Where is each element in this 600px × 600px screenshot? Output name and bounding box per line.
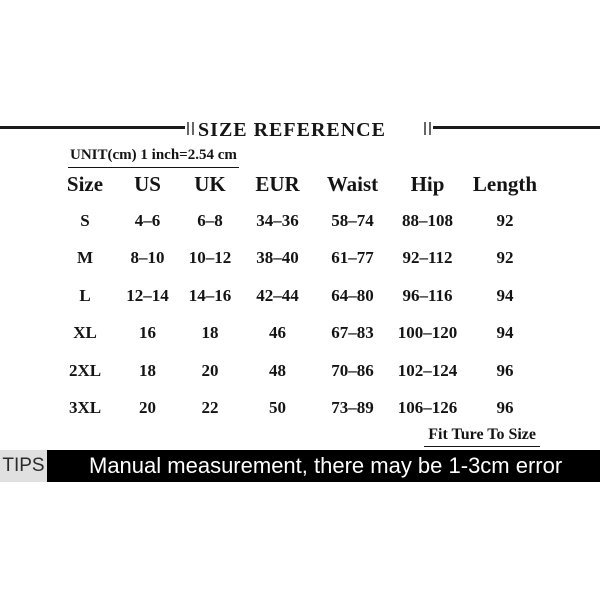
size-label: S <box>80 210 90 230</box>
size-label: 2XL <box>68 360 102 380</box>
right-rule-line <box>433 126 600 129</box>
table-cell: 102–124 <box>397 360 458 380</box>
table-cell: 10–12 <box>188 248 232 268</box>
table-cell: 46 <box>269 323 286 343</box>
column-header-uk: UK <box>194 171 226 196</box>
tips-banner <box>0 450 600 482</box>
column-header-us: US <box>134 171 161 196</box>
size-label: M <box>76 248 94 268</box>
size-label: 3XL <box>68 398 102 418</box>
table-cell: 48 <box>269 360 286 380</box>
table-cell: 8–10 <box>130 248 165 268</box>
table-cell: 16 <box>139 323 156 343</box>
table-cell: 14–16 <box>188 285 232 305</box>
column-header-eur: EUR <box>255 171 300 196</box>
table-cell: 61–77 <box>331 248 374 268</box>
left-rule-line <box>0 126 185 129</box>
table-cell: 64–80 <box>331 285 374 305</box>
table-cell: 42–44 <box>256 285 299 305</box>
page-title: SIZE REFERENCE <box>198 119 386 141</box>
table-cell: 94 <box>496 285 514 305</box>
table-cell: 50 <box>269 398 286 418</box>
right-rule-end-tick <box>429 122 431 135</box>
table-cell: 67–83 <box>331 323 374 343</box>
table-cell: 58–74 <box>331 210 374 230</box>
table-cell: 20 <box>201 360 219 380</box>
size-table <box>50 166 550 427</box>
left-rule-end-tick <box>187 122 189 135</box>
table-cell: 34–36 <box>256 210 299 230</box>
table-cell: 96–116 <box>402 285 453 305</box>
column-header-length: Length <box>472 171 538 196</box>
size-label: XL <box>73 323 97 343</box>
tips-label: TIPS <box>0 450 47 482</box>
table-cell: 38–40 <box>256 248 299 268</box>
right-rule-end-tick <box>424 122 426 135</box>
table-cell: 73–89 <box>331 398 374 418</box>
column-header-size: Size <box>66 171 104 196</box>
table-cell: 100–120 <box>397 323 458 343</box>
table-cell: 18 <box>201 323 219 343</box>
tips-message: Manual measurement, there may be 1-3cm error <box>47 450 600 482</box>
table-cell: 4–6 <box>134 210 161 230</box>
table-cell: 92 <box>496 248 514 268</box>
column-header-waist: Waist <box>326 171 379 196</box>
table-cell: 6–8 <box>197 210 223 230</box>
table-cell: 22 <box>201 398 219 418</box>
unit-note: UNIT(cm) 1 inch=2.54 cm <box>68 147 239 168</box>
table-cell: 96 <box>496 398 514 418</box>
table-cell: 12–14 <box>126 285 169 305</box>
size-label: L <box>79 285 91 305</box>
table-cell: 20 <box>139 398 156 418</box>
table-cell: 96 <box>496 360 514 380</box>
table-cell: 18 <box>139 360 156 380</box>
column-header-hip: Hip <box>410 171 445 196</box>
table-cell: 92–112 <box>402 248 453 268</box>
table-cell: 94 <box>496 323 514 343</box>
fit-note: Fit Ture To Size <box>424 426 540 447</box>
table-cell: 92 <box>496 210 514 230</box>
table-cell: 106–126 <box>397 398 458 418</box>
table-cell: 88–108 <box>402 210 453 230</box>
table-cell: 70–86 <box>331 360 374 380</box>
